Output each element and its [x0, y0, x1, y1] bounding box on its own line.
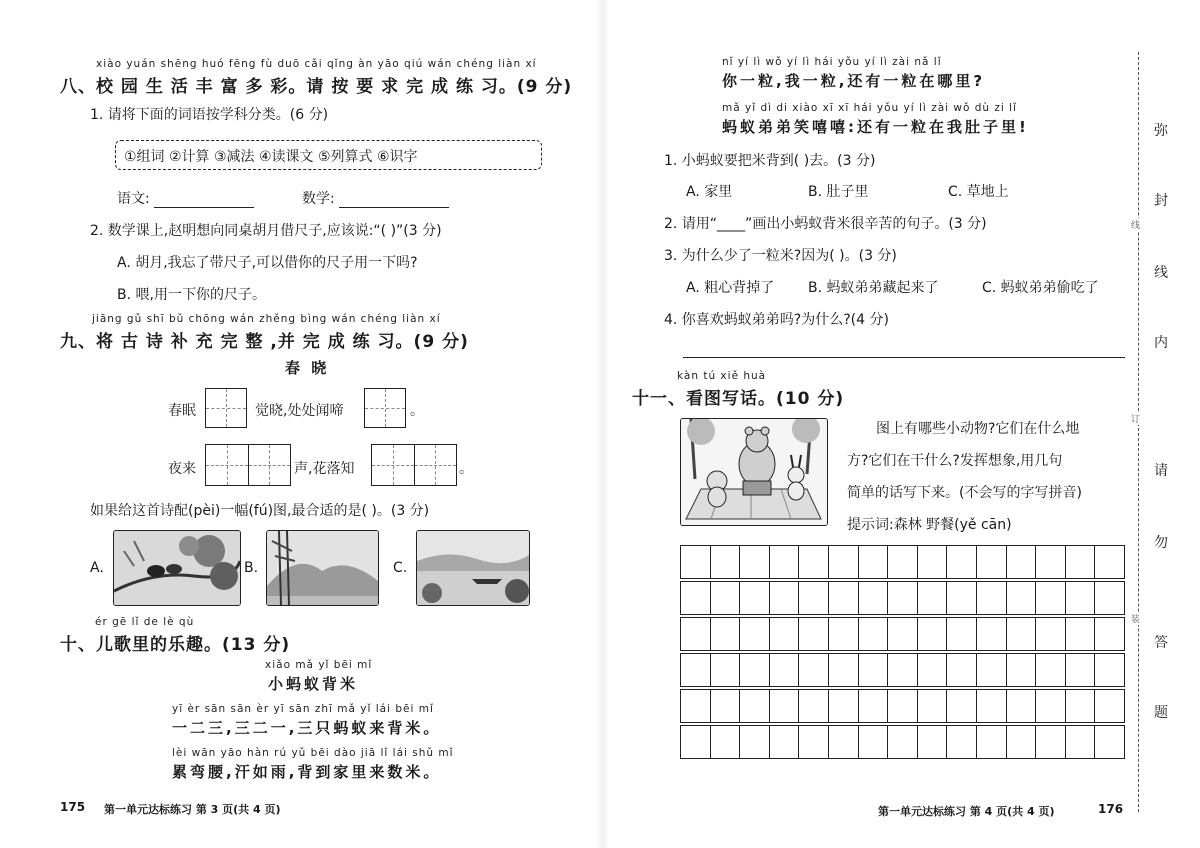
- writing-row-2[interactable]: [680, 581, 1125, 615]
- binding-char-7: 答: [1154, 635, 1168, 651]
- s11-hint: 提示词:森林 野餐(yě cān): [847, 517, 1012, 533]
- s11-prompt-line3: 简单的话写下来。(不会写的字写拼音): [847, 485, 1082, 501]
- word-box: [115, 140, 542, 170]
- writing-row-3[interactable]: [680, 617, 1125, 651]
- writing-row-4[interactable]: [680, 653, 1125, 687]
- s10-question-3: 3. 为什么少了一粒米?因为( )。(3 分): [664, 248, 897, 264]
- s8-q2-option-b: B. 喂,用一下你的尺子。: [117, 287, 266, 303]
- binding-char-1: 弥: [1154, 123, 1168, 139]
- writing-row-6[interactable]: [680, 725, 1125, 759]
- poem-line1-mid: 觉晓,处处闻啼: [255, 403, 344, 419]
- s11-prompt-line2: 方?它们在干什么?发挥想象,用几句: [847, 453, 1063, 469]
- s10-pinyin: ér gē lǐ de lè qù: [95, 616, 195, 628]
- writing-row-1[interactable]: [680, 545, 1125, 579]
- s8-question-1: 1. 请将下面的词语按学科分类。(6 分): [90, 107, 329, 123]
- section-11-title: 十一、看图写话。(10 分): [632, 389, 845, 409]
- binding-char-2: 封: [1154, 193, 1168, 209]
- s10-q1-option-a: A. 家里: [686, 184, 733, 200]
- left-page-number: 175: [60, 800, 86, 814]
- s11-pinyin: kàn tú xiě huà: [677, 370, 767, 382]
- s10-q3-option-c: C. 蚂蚁弟弟偷吃了: [982, 280, 1099, 296]
- pic-option-a-label: A.: [90, 560, 104, 576]
- shuxue-label: 数学:: [302, 191, 335, 207]
- binding-char-4: 内: [1154, 335, 1168, 351]
- poem2-line2-pinyin: lèi wān yāo hàn rú yǔ bēi dào jiā lǐ lái shǔ mǐ: [172, 747, 454, 759]
- poem2-title-pinyin: xiǎo mǎ yǐ bēi mǐ: [265, 659, 373, 671]
- s11-prompt-line1: 图上有哪些小动物?它们在什么地: [876, 421, 1080, 437]
- binding-char-8: 题: [1154, 705, 1168, 721]
- s8-question-2: 2. 数学课上,赵明想向同桌胡月借尺子,应该说:“( )”(3 分): [90, 223, 442, 239]
- picture-bamboo-mountain[interactable]: [266, 530, 379, 606]
- right-footer-text: 第一单元达标练习 第 4 页(共 4 页): [878, 805, 1055, 818]
- picture-lake-boat[interactable]: [416, 530, 530, 606]
- poem2-line1: 一二三,三二一,三只蚂蚁来背米。: [172, 719, 442, 737]
- section-8-title: 八、校 园 生 活 丰 富 多 彩。请 按 要 求 完 成 练 习。(9 分): [60, 77, 573, 97]
- s8-pinyin: xiào yuán shēng huó fēng fù duō cǎi qǐng àn yāo qiú wán chéng liàn xí: [96, 58, 537, 70]
- binding-char-5: 请: [1154, 463, 1168, 479]
- ant-poem-l4: 蚂蚁弟弟笑嘻嘻:还有一粒在我肚子里!: [722, 118, 1029, 136]
- poem2-title: 小蚂蚁背米: [268, 675, 359, 693]
- poem-line1-end: 。: [410, 403, 424, 419]
- poem-line1-start: 春眠: [168, 403, 196, 419]
- poem-blank-2[interactable]: [364, 388, 406, 428]
- s10-q1-option-c: C. 草地上: [948, 184, 1009, 200]
- poem-line2-mid: 声,花落知: [294, 461, 355, 477]
- poem-title-chunxiao: 春 晓: [285, 359, 330, 377]
- ant-poem-l3-pinyin: nǐ yí lì wǒ yí lì hái yǒu yí lì zài nǎ lǐ: [722, 56, 942, 68]
- yuwen-label: 语文:: [117, 191, 150, 207]
- poem2-line1-pinyin: yī èr sān sān èr yī sān zhī mǎ yǐ lái bēi mǐ: [172, 703, 434, 715]
- binding-char-6: 勿: [1154, 535, 1168, 551]
- s10-q3-option-a: A. 粗心背掉了: [686, 280, 775, 296]
- word-list: ①组词 ②计算 ③减法 ④读课文 ⑤列算式 ⑥识字: [124, 149, 418, 165]
- poem-line2-end: 。: [459, 461, 473, 477]
- poem2-line2: 累弯腰,汗如雨,背到家里来数米。: [172, 763, 442, 781]
- s10-question-4: 4. 你喜欢蚂蚁弟弟吗?为什么?(4 分): [664, 312, 889, 328]
- poem-blank-4[interactable]: [371, 444, 457, 486]
- s8-q2-option-a: A. 胡月,我忘了带尺子,可以借你的尺子用一下吗?: [117, 255, 418, 271]
- yuwen-answer-line[interactable]: [154, 191, 254, 208]
- ant-poem-l3: 你一粒,我一粒,还有一粒在哪里?: [722, 72, 986, 90]
- poem-blank-3[interactable]: [205, 444, 291, 486]
- section-10-title: 十、儿歌里的乐趣。(13 分): [60, 635, 291, 655]
- s10-question-1: 1. 小蚂蚁要把米背到( )去。(3 分): [664, 153, 876, 169]
- right-page-number: 176: [1098, 802, 1124, 816]
- binding-small-3: 装: [1131, 612, 1140, 625]
- binding-small-2: 订: [1131, 412, 1140, 425]
- left-footer-text: 第一单元达标练习 第 3 页(共 4 页): [104, 803, 281, 816]
- pic-option-b-label: B.: [244, 560, 259, 576]
- binding-dashed-line: [1138, 52, 1139, 812]
- poem-blank-1[interactable]: [205, 388, 247, 428]
- ant-poem-l4-pinyin: mǎ yǐ dì di xiào xī xī hái yǒu yí lì zài wǒ dù zi lǐ: [722, 102, 1017, 114]
- shuxue-answer-line[interactable]: [339, 191, 449, 208]
- page-fold: [596, 0, 610, 848]
- picture-animals-picnic[interactable]: [680, 418, 828, 526]
- binding-char-3: 线: [1154, 265, 1168, 281]
- binding-small-1: 线: [1131, 218, 1140, 231]
- s9-picture-question: 如果给这首诗配(pèi)一幅(fú)图,最合适的是( )。(3 分): [90, 503, 430, 519]
- pic-option-c-label: C.: [393, 560, 408, 576]
- s9-pinyin: jiāng gǔ shī bǔ chōng wán zhěng bìng wán chéng liàn xí: [92, 313, 441, 325]
- section-9-title: 九、将 古 诗 补 充 完 整 ,并 完 成 练 习。(9 分): [60, 332, 469, 352]
- writing-row-5[interactable]: [680, 689, 1125, 723]
- s10-question-2: 2. 请用“____”画出小蚂蚁背米很辛苦的句子。(3 分): [664, 216, 987, 232]
- answer-line-q4[interactable]: [683, 357, 1125, 358]
- picture-birds-branch[interactable]: [113, 530, 241, 606]
- s10-q1-option-b: B. 肚子里: [808, 184, 869, 200]
- s10-q3-option-b: B. 蚂蚁弟弟藏起来了: [808, 280, 939, 296]
- poem-line2-start: 夜来: [168, 461, 196, 477]
